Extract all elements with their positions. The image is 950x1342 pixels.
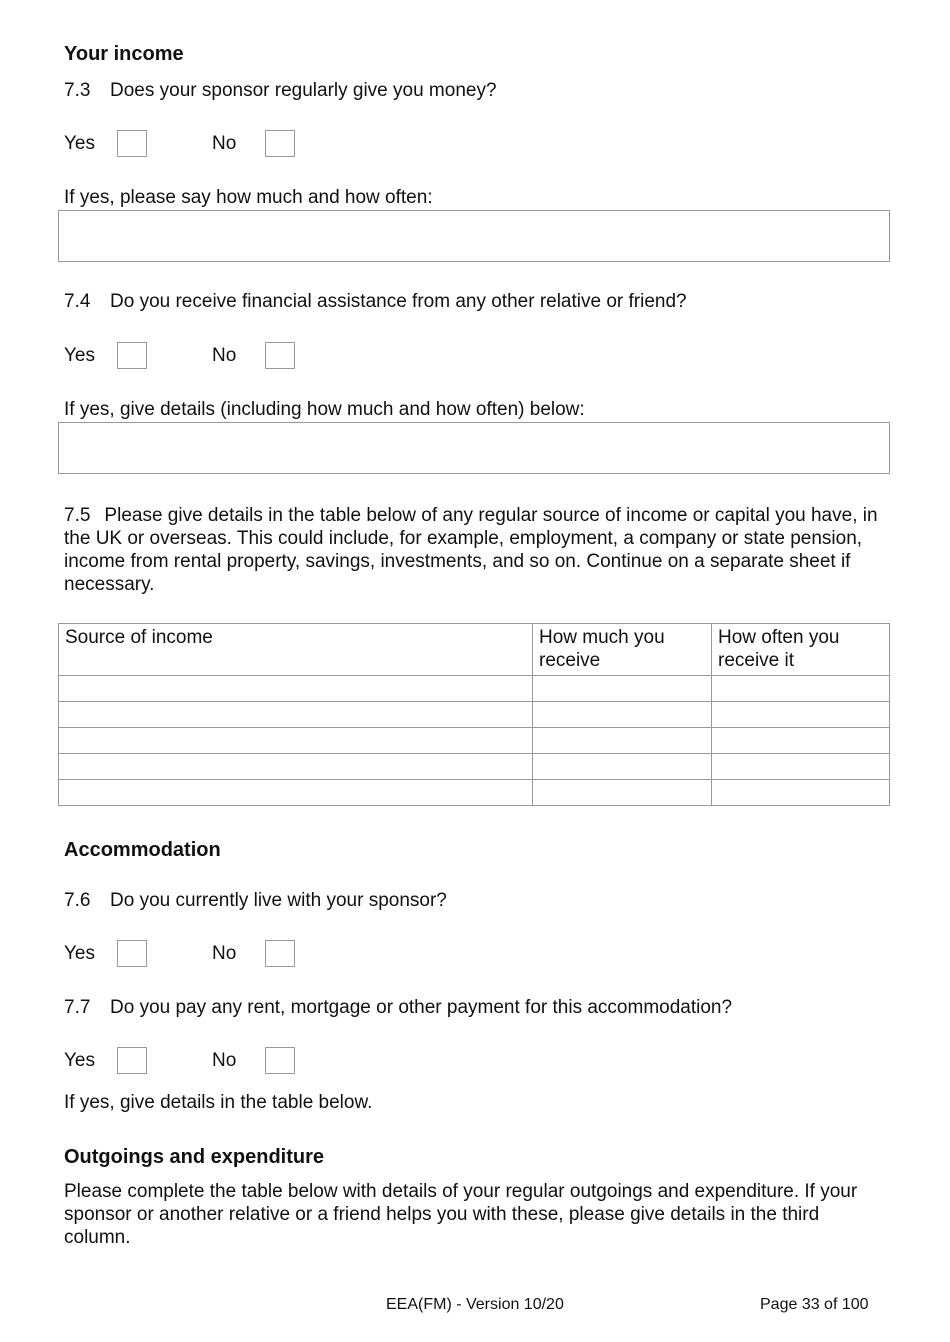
table-row xyxy=(59,728,890,754)
no-label: No xyxy=(212,1050,237,1071)
yes-label: Yes xyxy=(64,133,95,154)
followup-7-4: If yes, give details (including how much and how often) below: xyxy=(64,399,585,420)
table-row xyxy=(59,780,890,806)
page-number: Page 33 of 100 xyxy=(760,1296,869,1313)
yes-no-7-6 xyxy=(64,940,364,970)
yes-no-7-3 xyxy=(64,130,364,160)
details-input-7-4[interactable] xyxy=(58,422,890,474)
question-text: Do you pay any rent, mortgage or other payment for this accommodation? xyxy=(110,997,733,1018)
yes-checkbox-7-3[interactable] xyxy=(117,130,147,157)
yes-no-7-7 xyxy=(64,1047,364,1077)
question-number: 7.3 xyxy=(64,80,91,101)
followup-7-7: If yes, give details in the table below. xyxy=(64,1092,373,1113)
yes-checkbox-7-4[interactable] xyxy=(117,342,147,369)
section-heading-accommodation: Accommodation xyxy=(64,839,221,861)
no-checkbox-7-4[interactable] xyxy=(265,342,295,369)
table-cell[interactable] xyxy=(59,676,533,702)
table-cell[interactable] xyxy=(533,676,712,702)
table-cell[interactable] xyxy=(712,754,890,780)
followup-7-3: If yes, please say how much and how often: xyxy=(64,187,433,208)
section-heading-income: Your income xyxy=(64,43,184,65)
section-heading-outgoings: Outgoings and expenditure xyxy=(64,1146,325,1168)
no-checkbox-7-3[interactable] xyxy=(265,130,295,157)
no-label: No xyxy=(212,943,237,964)
column-header-frequency: How often you receive it xyxy=(712,624,890,676)
table-row xyxy=(59,754,890,780)
no-checkbox-7-6[interactable] xyxy=(265,940,295,967)
table-cell[interactable] xyxy=(533,702,712,728)
table-cell[interactable] xyxy=(59,780,533,806)
question-7-6 xyxy=(64,890,447,912)
table-row xyxy=(59,676,890,702)
yes-label: Yes xyxy=(64,1050,95,1071)
table-cell[interactable] xyxy=(533,780,712,806)
question-text: Do you currently live with your sponsor? xyxy=(110,890,447,911)
table-cell[interactable] xyxy=(712,702,890,728)
no-label: No xyxy=(212,133,237,154)
yes-checkbox-7-7[interactable] xyxy=(117,1047,147,1074)
details-input-7-3[interactable] xyxy=(58,210,890,262)
table-cell[interactable] xyxy=(712,780,890,806)
yes-label: Yes xyxy=(64,943,95,964)
income-table xyxy=(58,623,890,806)
form-version: EEA(FM) - Version 10/20 xyxy=(386,1296,564,1313)
yes-no-7-4 xyxy=(64,342,364,372)
question-number: 7.7 xyxy=(64,997,91,1018)
table-cell[interactable] xyxy=(533,754,712,780)
table-cell[interactable] xyxy=(59,728,533,754)
question-number: 7.5 xyxy=(64,505,91,526)
table-cell[interactable] xyxy=(59,754,533,780)
question-text: Does your sponsor regularly give you money? xyxy=(110,80,497,101)
table-row xyxy=(59,702,890,728)
yes-checkbox-7-6[interactable] xyxy=(117,940,147,967)
question-number: 7.4 xyxy=(64,291,91,312)
question-text: Do you receive financial assistance from any other relative or friend? xyxy=(110,291,687,312)
outgoings-instructions: Please complete the table below with details of your regular outgoings and expenditure. If your sponsor or another relative or a friend helps you with these, please give details in the third column. xyxy=(64,1181,858,1248)
table-cell[interactable] xyxy=(712,728,890,754)
yes-label: Yes xyxy=(64,345,95,366)
table-cell[interactable] xyxy=(59,702,533,728)
no-label: No xyxy=(212,345,237,366)
table-cell[interactable] xyxy=(712,676,890,702)
table-header-row xyxy=(59,624,890,676)
table-cell[interactable] xyxy=(533,728,712,754)
column-header-amount: How much you receive xyxy=(533,624,712,676)
question-7-5 xyxy=(64,504,884,596)
question-7-3 xyxy=(64,80,497,102)
question-7-4 xyxy=(64,291,687,313)
question-7-7 xyxy=(64,997,732,1019)
question-text: Please give details in the table below of any regular source of income or capital you have, in the UK or overseas. This could include, for example, employment, a company or state pension, income from rental property, savings, investments, and so on. Continue on a separate sheet if necessary. xyxy=(64,505,878,595)
question-number: 7.6 xyxy=(64,890,91,911)
column-header-source: Source of income xyxy=(59,624,533,676)
no-checkbox-7-7[interactable] xyxy=(265,1047,295,1074)
